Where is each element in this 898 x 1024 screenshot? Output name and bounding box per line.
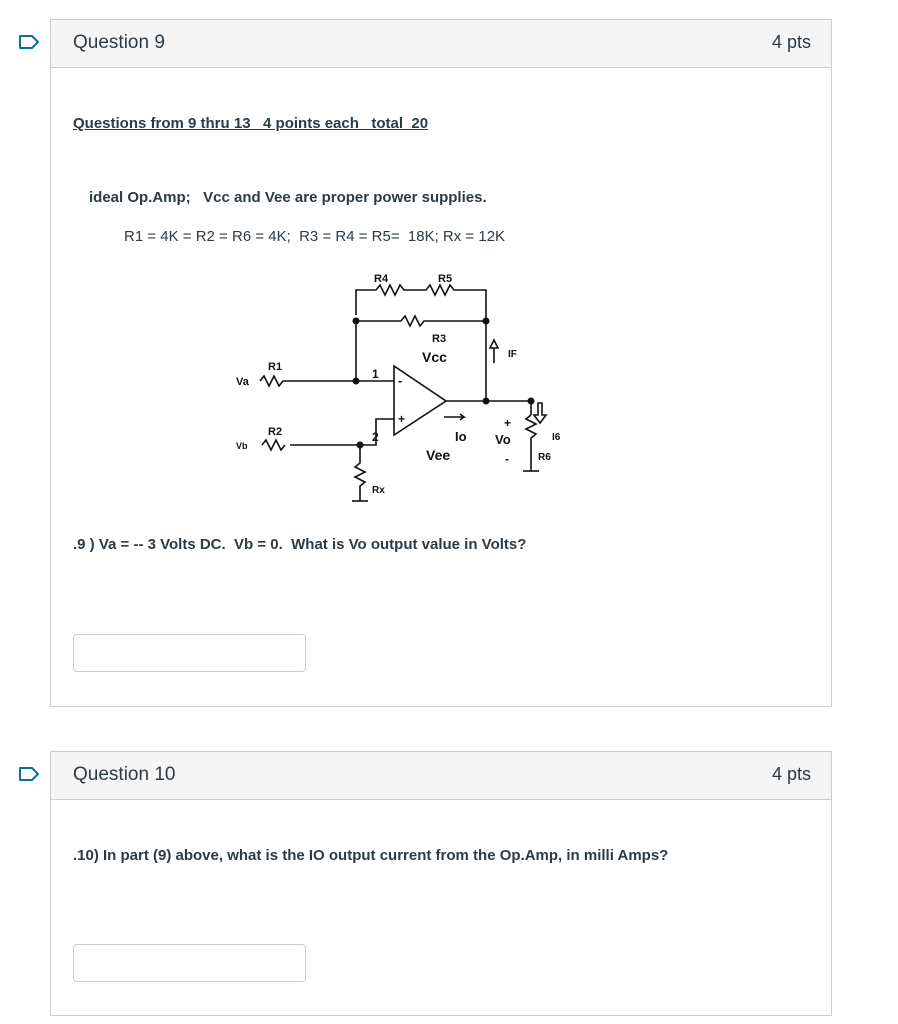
label-node2: 2 xyxy=(372,430,379,444)
label-r1: R1 xyxy=(268,361,283,373)
opamp-circuit-diagram xyxy=(226,263,566,503)
label-if: IF xyxy=(508,349,517,360)
flag-question-icon[interactable] xyxy=(18,34,40,50)
component-values-text: R1 = 4K = R2 = R6 = 4K; R3 = R4 = R5= 18K; Rx = 12K xyxy=(124,228,506,245)
question-points: 4 pts xyxy=(771,32,811,52)
label-vo: Vo xyxy=(495,432,511,447)
label-r2: R2 xyxy=(268,426,283,438)
label-minus-input: - xyxy=(398,373,403,388)
question-9-header xyxy=(51,20,831,68)
question-title: Question 9 xyxy=(73,32,165,53)
label-i6: I6 xyxy=(552,432,561,443)
answer-input[interactable] xyxy=(73,944,306,982)
label-r4: R4 xyxy=(374,273,389,285)
question-10-header xyxy=(51,752,831,800)
label-io: Io xyxy=(455,429,467,444)
label-plus-input: + xyxy=(398,412,406,426)
question-10-card xyxy=(50,751,832,1016)
answer-input[interactable] xyxy=(73,634,306,672)
question-title: Question 10 xyxy=(73,764,176,785)
question-intro-text: Questions from 9 thru 13 4 points each total 20 xyxy=(73,115,429,132)
assumption-text: ideal Op.Amp; Vcc and Vee are proper power supplies. xyxy=(89,189,487,206)
label-r6: R6 xyxy=(538,452,551,463)
question-9-card xyxy=(50,19,832,707)
label-node1: 1 xyxy=(372,367,379,381)
question-prompt: .9 ) Va = -- 3 Volts DC. Vb = 0. What is Vo output value in Volts? xyxy=(73,536,527,553)
label-vee: Vee xyxy=(426,447,451,463)
label-va: Va xyxy=(236,376,249,388)
label-vcc: Vcc xyxy=(422,349,447,365)
label-vo-plus: + xyxy=(504,416,512,430)
label-r5: R5 xyxy=(438,273,453,285)
label-vo-minus: - xyxy=(505,452,509,466)
question-points: 4 pts xyxy=(771,764,811,784)
question-9-body xyxy=(51,68,831,706)
flag-question-icon[interactable] xyxy=(18,766,40,782)
question-prompt: .10) In part (9) above, what is the IO output current from the Op.Amp, in milli Amps? xyxy=(73,847,669,864)
label-r3: R3 xyxy=(432,333,447,345)
label-rx: Rx xyxy=(372,485,385,496)
question-10-body xyxy=(51,800,831,1015)
label-vb: Vb xyxy=(236,441,248,451)
